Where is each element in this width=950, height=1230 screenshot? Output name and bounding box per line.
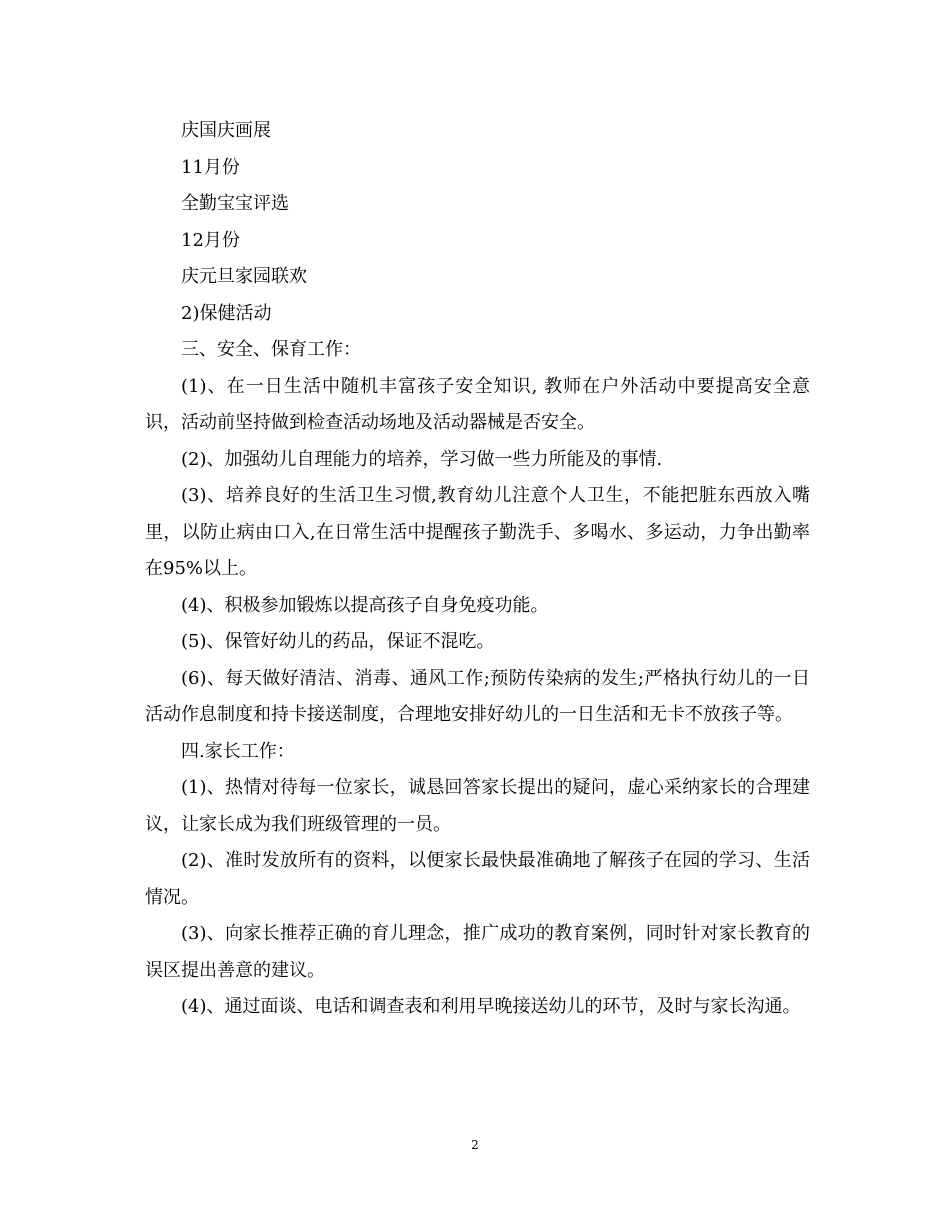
- parent-item: (2)、准时发放所有的资料，以便家长最快最准确地了解孩子在园的学习、生活情况。: [145, 850, 810, 908]
- activity-line: 全勤宝宝评选: [181, 193, 289, 214]
- section-heading: 三、安全、保育工作：: [181, 339, 361, 360]
- safety-item: (5)、保管好幼儿的药品，保证不混吃。: [181, 631, 495, 652]
- parent-item: (1)、热情对待每一位家长，诚恳回答家长提出的疑问，虚心采纳家长的合理建议，让家长成为我们班级管理的一员。: [145, 777, 810, 835]
- activity-line: 庆元旦家园联欢: [181, 266, 307, 287]
- safety-item: (3)、培养良好的生活卫生习惯,教育幼儿注意个人卫生，不能把脏东西放入嘴里，以防止病由口入,在日常生活中提醒孩子勤洗手、多喝水、多运动，力争出勤率在95%以上。: [145, 485, 810, 579]
- month-line: 11月份: [181, 156, 240, 178]
- safety-item: (2)、加强幼儿自理能力的培养，学习做一些力所能及的事情.: [181, 448, 663, 470]
- safety-item: (1)、在一日生活中随机丰富孩子安全知识, 教师在户外活动中要提高安全意识，活动前坚持做到检查活动场地及活动器械是否安全。: [145, 375, 810, 433]
- month-line: 12月份: [181, 229, 240, 251]
- safety-item: (4)、积极参加锻炼以提高孩子自身免疫功能。: [181, 594, 549, 616]
- subsection-heading: 2)保健活动: [181, 302, 272, 324]
- page-number: 2: [471, 1138, 479, 1152]
- document-body: [145, 113, 810, 1026]
- parent-item: (3)、向家长推荐正确的育儿理念，推广成功的教育案例，同时针对家长教育的误区提出善意的建议。: [145, 923, 810, 981]
- activity-line: 庆国庆画展: [181, 120, 271, 141]
- parent-item: (4)、通过面谈、电话和调查表和利用早晚接送幼儿的环节，及时与家长沟通。: [181, 996, 801, 1017]
- section-heading: 四.家长工作：: [181, 740, 295, 762]
- safety-item: (6)、每天做好清洁、消毒、通风工作;预防传染病的发生;严格执行幼儿的一日活动作息制度和持卡接送制度，合理地安排好幼儿的一日生活和无卡不放孩子等。: [145, 667, 810, 725]
